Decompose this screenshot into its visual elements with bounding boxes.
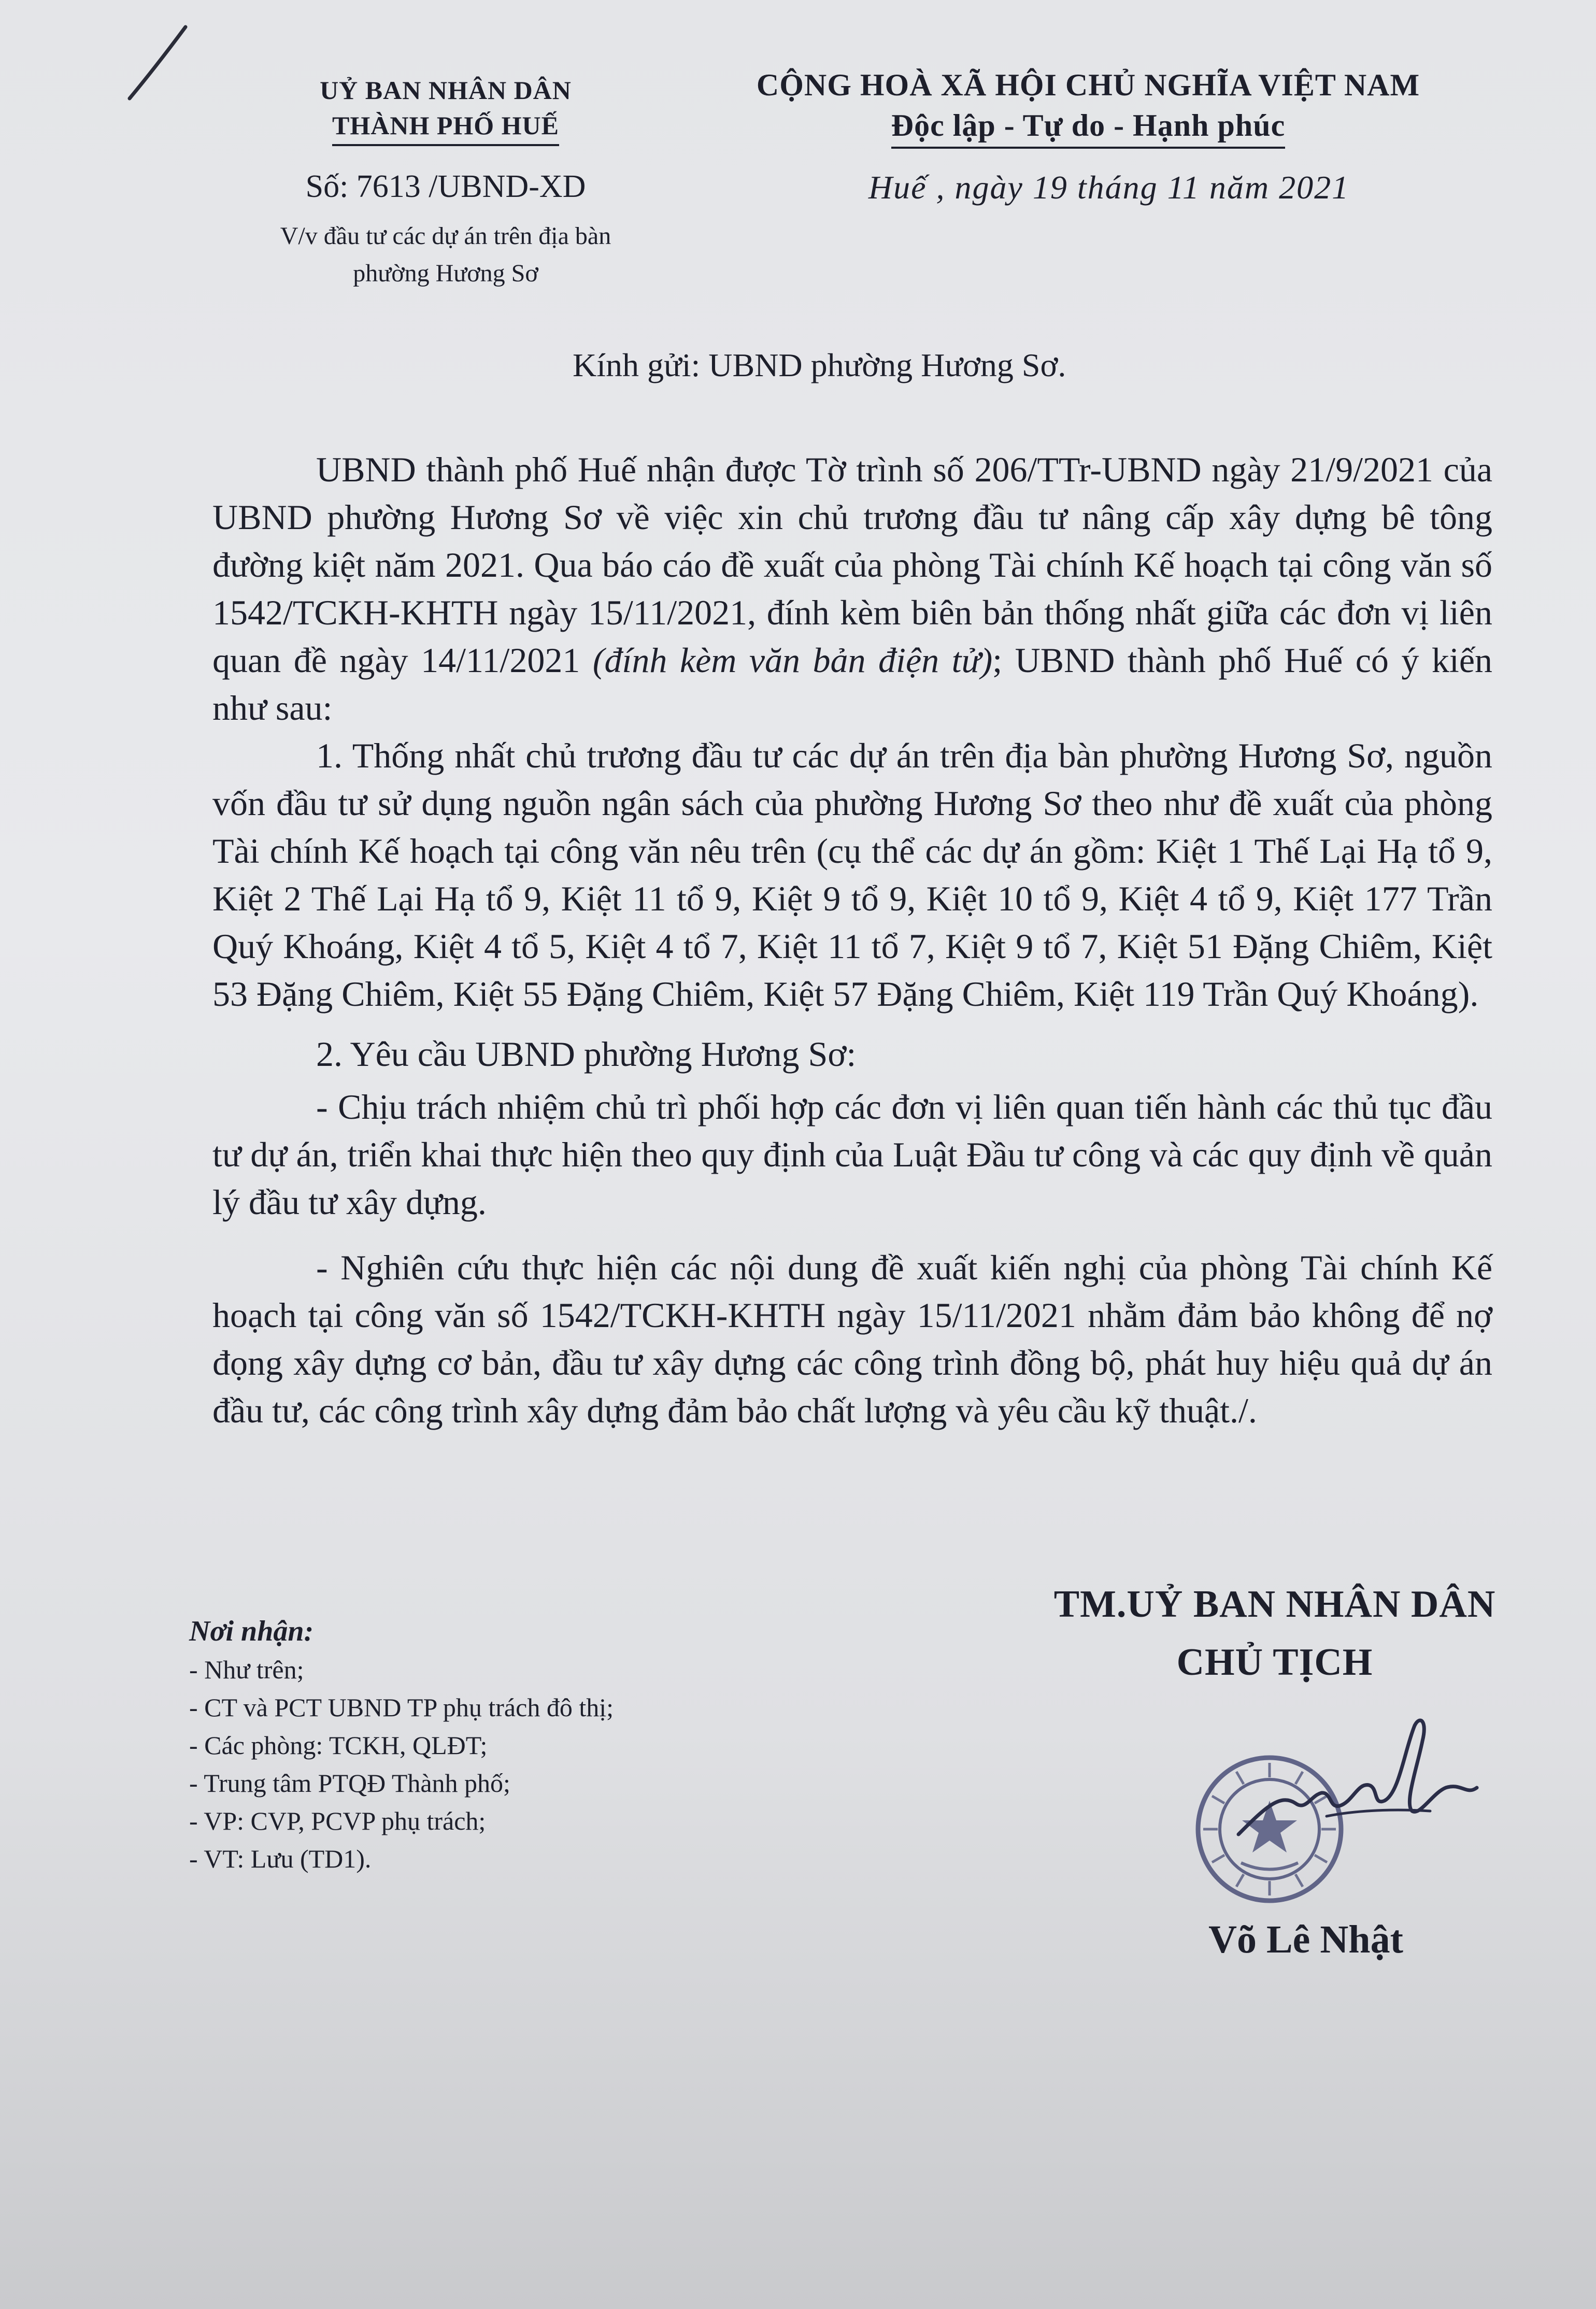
item-1-paragraph: 1. Thống nhất chủ trương đầu tư các dự án trên địa bàn phường Hương Sơ, nguồn vốn đầu tư sử dụng nguồn ngân sách của phường Hương Sơ theo như đề xuất của phòng Tài chính Kế hoạch tại công văn nêu trên (cụ thể các dự án gồm: Kiệt 1 Thế Lại Hạ tổ 9, Kiệt 2 Thế Lại Hạ tổ 9, Kiệt 11 tổ 9, Kiệt 9 tổ 9, Kiệt 10 tổ 9, Kiệt 4 tổ 9, Kiệt 177 Trần Quý Khoáng, Kiệt 4 tổ 5, Kiệt 4 tổ 7, Kiệt 11 tổ 7, Kiệt 9 tổ 7, Kiệt 51 Đặng Chiêm, Kiệt 53 Đặng Chiêm, Kiệt 55 Đặng Chiêm, Kiệt 57 Đặng Chiêm, Kiệt 119 Trần Quý Khoáng).: [212, 736, 1492, 1014]
signer-name: Võ Lê Nhật: [1208, 1918, 1403, 1961]
signature-block: [964, 1575, 1586, 1691]
nation-line-2: Độc lập - Tự do - Hạnh phúc: [891, 105, 1285, 149]
item-2-bullet-1: - Chịu trách nhiệm chủ trì phối hợp các đơn vị liên quan tiến hành các thủ tục đầu tư dự án, triển khai thực hiện theo quy định của Luật Đầu tư công và các quy định về quản lý đầu tư xây dựng.: [212, 1087, 1492, 1222]
subject-line-2: phường Hương Sơ: [353, 260, 538, 287]
national-title: [663, 65, 1513, 149]
subject-line-1: V/v đầu tư các dự án trên địa bàn: [280, 222, 611, 250]
pen-mark: [119, 21, 197, 104]
agency-line-2: THÀNH PHỐ HUẾ: [332, 108, 559, 146]
intro-end: ; UBND thành phố Huế có ý kiến như sau:: [212, 640, 1492, 728]
recipients-title: Nơi nhận:: [189, 1615, 314, 1647]
item-2-heading: 2. Yêu cầu UBND phường Hương Sơ:: [316, 1034, 857, 1074]
recipients-block: [189, 1612, 863, 1878]
intro-text: UBND thành phố Huế nhận được Tờ trình số 206/TTr-UBND ngày 21/9/2021 của UBND phường Hương Sơ về việc xin chủ trương đầu tư nâng cấp xây dựng bê tông đường kiệt năm 2021. Qua báo cáo đề xuất của phòng Tài chính Kế hoạch tại công văn số 1542/TCKH-KHTH ngày 15/11/2021, đính kèm biên bản thống nhất giữa các đơn vị liên quan đề ngày 14/11/2021: [212, 450, 1492, 680]
item-2-bullet-2: - Nghiên cứu thực hiện các nội dung đề xuất kiến nghị của phòng Tài chính Kế hoạch tại công văn số 1542/TCKH-KHTH ngày 15/11/2021 nhằm đảm bảo không để nợ đọng xây dựng cơ bản, đầu tư xây dựng các công trình đồng bộ, phát huy hiệu quả dự án đầu tư, các công trình xây dựng đảm bảo chất lượng và yêu cầu kỹ thuật./.: [212, 1248, 1492, 1430]
recipient-item: - VT: Lưu (TD1).: [189, 1844, 372, 1873]
signature-title-2: CHỦ TỊCH: [1176, 1641, 1373, 1684]
intro-italic: (đính kèm văn bản điện tử): [592, 640, 993, 680]
nation-line-1: CỘNG HOÀ XÃ HỘI CHỦ NGHĨA VIỆT NAM: [756, 68, 1420, 102]
greeting: Kính gửi: UBND phường Hương Sơ.: [573, 347, 1066, 383]
agency-line-1: UỶ BAN NHÂN DÂN: [320, 76, 572, 105]
recipient-item: - VP: CVP, PCVP phụ trách;: [189, 1806, 486, 1835]
letter-body: [212, 446, 1492, 1434]
doc-subject: [228, 218, 663, 292]
signature-title-1: TM.UỶ BAN NHÂN DÂN: [1053, 1583, 1496, 1626]
issuing-agency: [259, 73, 632, 146]
recipient-item: - CT và PCT UBND TP phụ trách đô thị;: [189, 1693, 614, 1722]
intro-paragraph: [212, 446, 1492, 732]
date-line: Huế , ngày 19 tháng 11 năm 2021: [868, 169, 1350, 206]
recipient-item: - Như trên;: [189, 1655, 304, 1684]
recipient-item: - Trung tâm PTQĐ Thành phố;: [189, 1769, 510, 1798]
recipient-item: - Các phòng: TCKH, QLĐT;: [189, 1731, 488, 1760]
doc-number: Số: 7613 /UBND-XD: [305, 169, 586, 204]
handwritten-signature: [1233, 1705, 1482, 1876]
